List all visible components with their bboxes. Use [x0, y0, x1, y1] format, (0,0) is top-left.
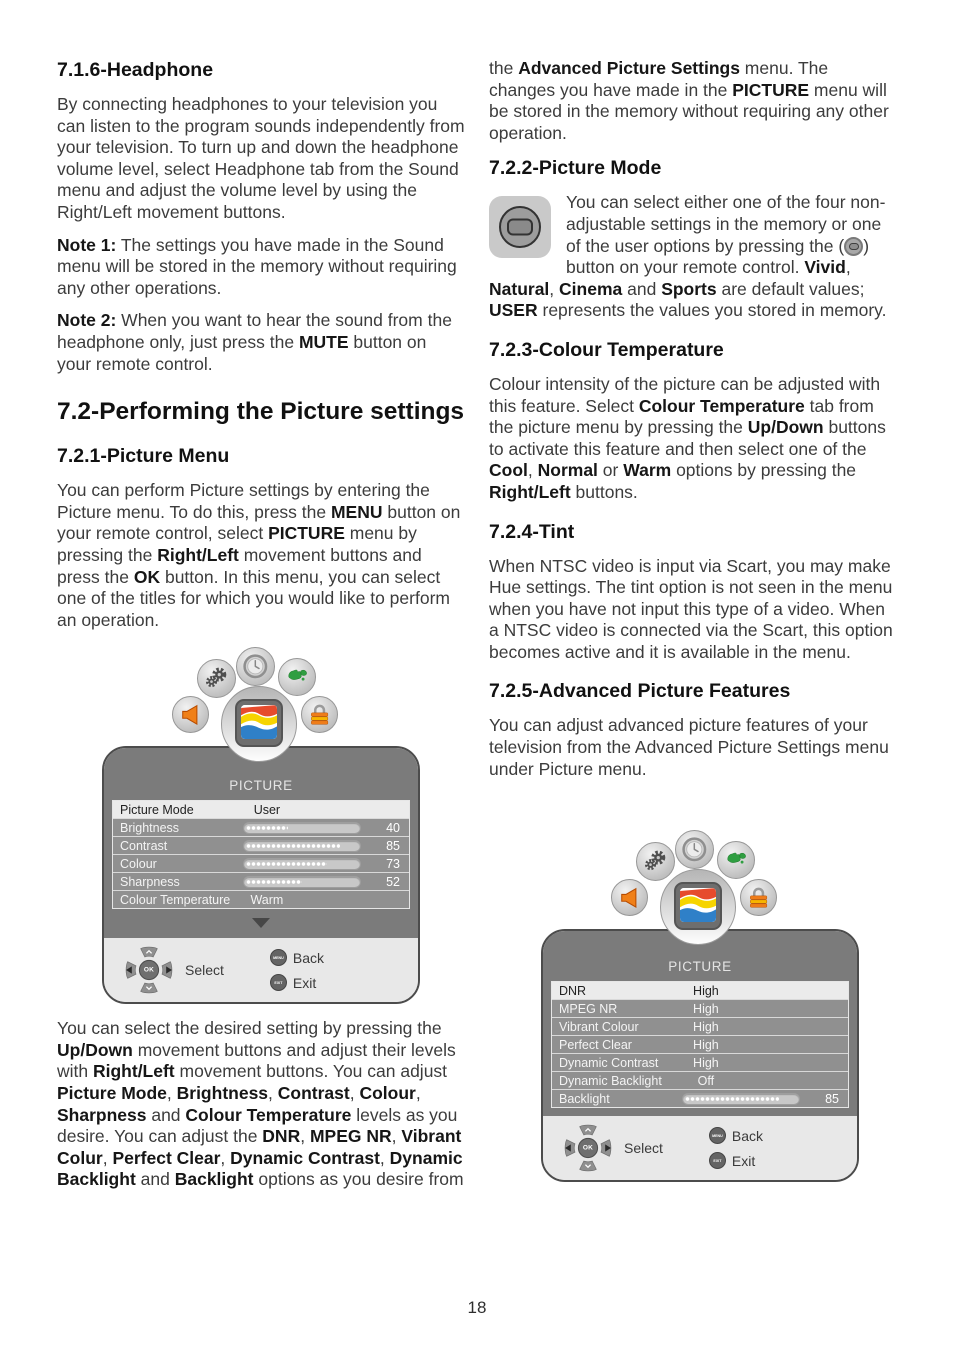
picture-menu-figure: [100, 642, 422, 1004]
menu-row[interactable]: [113, 819, 409, 837]
section-heading-colour-temperature: 7.2.3-Colour Temperature: [489, 338, 724, 361]
menu-row-value: User: [253, 802, 281, 817]
menu-row-value: 85: [825, 1091, 839, 1106]
select-label: Select: [185, 962, 224, 979]
menu-row-value: High: [693, 983, 719, 998]
picture-mode-button-icon: [489, 196, 551, 258]
menu-row-value: Warm: [250, 892, 284, 907]
menu-rows: [551, 981, 849, 1108]
value-slider[interactable]: [243, 822, 360, 834]
menu-row[interactable]: [552, 1000, 848, 1018]
exit-button[interactable]: EXIT: [709, 1152, 726, 1169]
tv-frame: [235, 699, 283, 747]
exit-button[interactable]: EXIT: [270, 974, 287, 991]
menu-row[interactable]: [113, 873, 409, 891]
ok-button[interactable]: OK: [582, 1144, 594, 1152]
menu-row-value: Off: [697, 1073, 715, 1088]
lock-icon[interactable]: [301, 696, 338, 733]
menu-row[interactable]: [552, 1036, 848, 1054]
section-heading-picture-menu: 7.2.1-Picture Menu: [57, 445, 230, 468]
menu-row-label: Colour Temperature: [120, 892, 231, 907]
section-heading-performing-picture-settings: 7.2-Performing the Picture settings: [57, 398, 465, 426]
paragraph: When NTSC video is input via Scart, you may make Hue settings. The tint option is not seen in the menu when you have not input this type of a video. When a NTSC video is connected via the Scart, this option becomes active and it is available in the menu.: [489, 555, 893, 662]
menu-footer: [104, 938, 418, 1002]
menu-row-value: High: [693, 1019, 719, 1034]
section-heading-advanced-picture-features: 7.2.5-Advanced Picture Features: [489, 680, 791, 703]
ok-navigation-pad[interactable]: [563, 1123, 613, 1173]
paragraph: By connecting headphones to your television you can listen to the program sounds independently from your television. To turn up and down the headphone volume level, select Headphone tab from the Sound menu and adjust the volume level by using the Right/Left movement buttons.: [57, 94, 465, 222]
select-label: Select: [624, 1140, 663, 1157]
clock-icon[interactable]: [236, 647, 275, 686]
mode-button-icon: [844, 237, 863, 256]
menu-row[interactable]: [113, 801, 409, 819]
value-slider[interactable]: [243, 840, 360, 852]
picture-mode-text: You can select either one of the four non-adjustable settings in the memory or one of the user options by pressing the ( ) button on your remote control. Vivid, Natural, Cinema and Sports are default values; USER represents the values you stored in memory.: [489, 192, 887, 321]
menu-row-label: Sharpness: [120, 874, 180, 889]
menu-row-label: Backlight: [559, 1091, 610, 1106]
menu-button[interactable]: MENU: [709, 1127, 726, 1144]
world-icon[interactable]: [717, 841, 755, 879]
exit-label: Exit: [731, 1152, 756, 1169]
back-label: Back: [292, 949, 325, 966]
menu-row-label: Brightness: [120, 820, 180, 835]
ok-button[interactable]: OK: [143, 966, 155, 974]
menu-row-label: DNR: [559, 983, 587, 998]
menu-row-label: Colour: [120, 856, 157, 871]
menu-row[interactable]: [552, 1072, 848, 1090]
paragraph: the Advanced Picture Settings menu. The changes you have made in the PICTURE menu will be stored in the memory without requiring any other operation.: [489, 58, 889, 143]
settings-icon[interactable]: [197, 659, 236, 698]
settings-icon[interactable]: [636, 842, 675, 881]
menu-button[interactable]: MENU: [270, 949, 287, 966]
menu-rows: [112, 800, 410, 909]
menu-footer: [543, 1116, 857, 1180]
menu-row-value: 52: [386, 874, 400, 889]
menu-row-value: 85: [386, 838, 400, 853]
value-slider[interactable]: [682, 1093, 799, 1105]
tv-screen: [241, 705, 277, 739]
value-slider[interactable]: [243, 876, 360, 888]
value-slider[interactable]: [243, 858, 360, 870]
menu-body: [104, 748, 418, 938]
paragraph: Colour intensity of the picture can be adjusted with this feature. Select Colour Temperature tab from the picture menu by pressing the Up/Down buttons to activate this feature and then select one of the Cool, Normal or Warm options by pressing the Right/Left buttons.: [489, 373, 886, 502]
world-icon[interactable]: [278, 658, 316, 696]
note-1: Note 1: The settings you have made in the Sound menu will be stored in the memory without requiring any other operations.: [57, 234, 457, 298]
menu-row-value: High: [693, 1037, 719, 1052]
menu-body: [543, 931, 857, 1116]
tv-frame: [674, 882, 722, 930]
paragraph: You can perform Picture settings by entering the Picture menu. To do this, press the MENU button on your remote control, select PICTURE menu by pressing the Right/Left movement buttons and press the OK button. In this menu, you can select one of the titles for which you would like to perform an operation.: [57, 480, 461, 630]
right-column: [489, 58, 897, 1182]
sound-icon[interactable]: [611, 879, 648, 916]
tv-screen: [680, 888, 716, 922]
menu-row-label: Perfect Clear: [559, 1037, 632, 1052]
menu-window: [102, 746, 420, 1004]
menu-title: PICTURE: [668, 959, 732, 975]
section-heading-picture-mode: 7.2.2-Picture Mode: [489, 157, 662, 180]
paragraph: You can select the desired setting by pressing the Up/Down movement buttons and adjust their levels with Right/Left movement buttons. You can adjust Picture Mode, Brightness, Contrast, Colour, Sharpness and Colour Temperature levels as you desire. You can adjust the DNR, MPEG NR, Vibrant Colur, Perfect Clear, Dynamic Contrast, Dynamic Backlight and Backlight options as you desire from: [57, 1018, 464, 1190]
menu-row-value: 40: [386, 820, 400, 835]
section-heading-tint: 7.2.4-Tint: [489, 520, 575, 543]
menu-row-value: High: [693, 1001, 719, 1016]
menu-row[interactable]: [552, 1054, 848, 1072]
picture-icon[interactable]: [221, 686, 297, 762]
sound-icon[interactable]: [172, 696, 209, 733]
menu-row[interactable]: [552, 982, 848, 1000]
lock-icon[interactable]: [740, 879, 777, 916]
menu-row[interactable]: [552, 1090, 848, 1107]
page-number: 18: [467, 1298, 487, 1317]
paragraph: You can adjust advanced picture features of your television from the Advanced Picture Settings menu under Picture menu.: [489, 715, 889, 779]
menu-row-label: Dynamic Backlight: [559, 1073, 662, 1088]
ok-navigation-pad[interactable]: [124, 945, 174, 995]
left-column: [57, 58, 465, 1202]
clock-icon[interactable]: [675, 830, 714, 869]
exit-label: Exit: [292, 974, 317, 991]
menu-row-label: MPEG NR: [559, 1001, 618, 1016]
menu-window: [541, 929, 859, 1182]
menu-row[interactable]: [113, 837, 409, 855]
advanced-picture-menu-figure: [539, 825, 861, 1182]
menu-row-value: High: [693, 1055, 719, 1070]
menu-title: PICTURE: [229, 778, 293, 794]
menu-icon-cluster: [539, 825, 861, 945]
menu-row-label: Vibrant Colour: [559, 1019, 639, 1034]
menu-row[interactable]: [113, 891, 409, 908]
menu-row-label: Picture Mode: [120, 802, 194, 817]
picture-icon[interactable]: [660, 869, 736, 945]
paragraph: [489, 192, 897, 322]
menu-row[interactable]: [552, 1018, 848, 1036]
menu-row-label: Contrast: [120, 838, 168, 853]
menu-row-label: Dynamic Contrast: [559, 1055, 659, 1070]
scroll-down-arrow-icon[interactable]: [252, 918, 270, 928]
menu-row-value: 73: [386, 856, 400, 871]
menu-row[interactable]: [113, 855, 409, 873]
menu-icon-cluster: [100, 642, 422, 762]
section-heading-headphone: 7.1.6-Headphone: [57, 59, 214, 81]
back-label: Back: [731, 1127, 764, 1144]
note-2: Note 2: When you want to hear the sound from the headphone only, just press the MUTE button on your remote control.: [57, 310, 452, 374]
